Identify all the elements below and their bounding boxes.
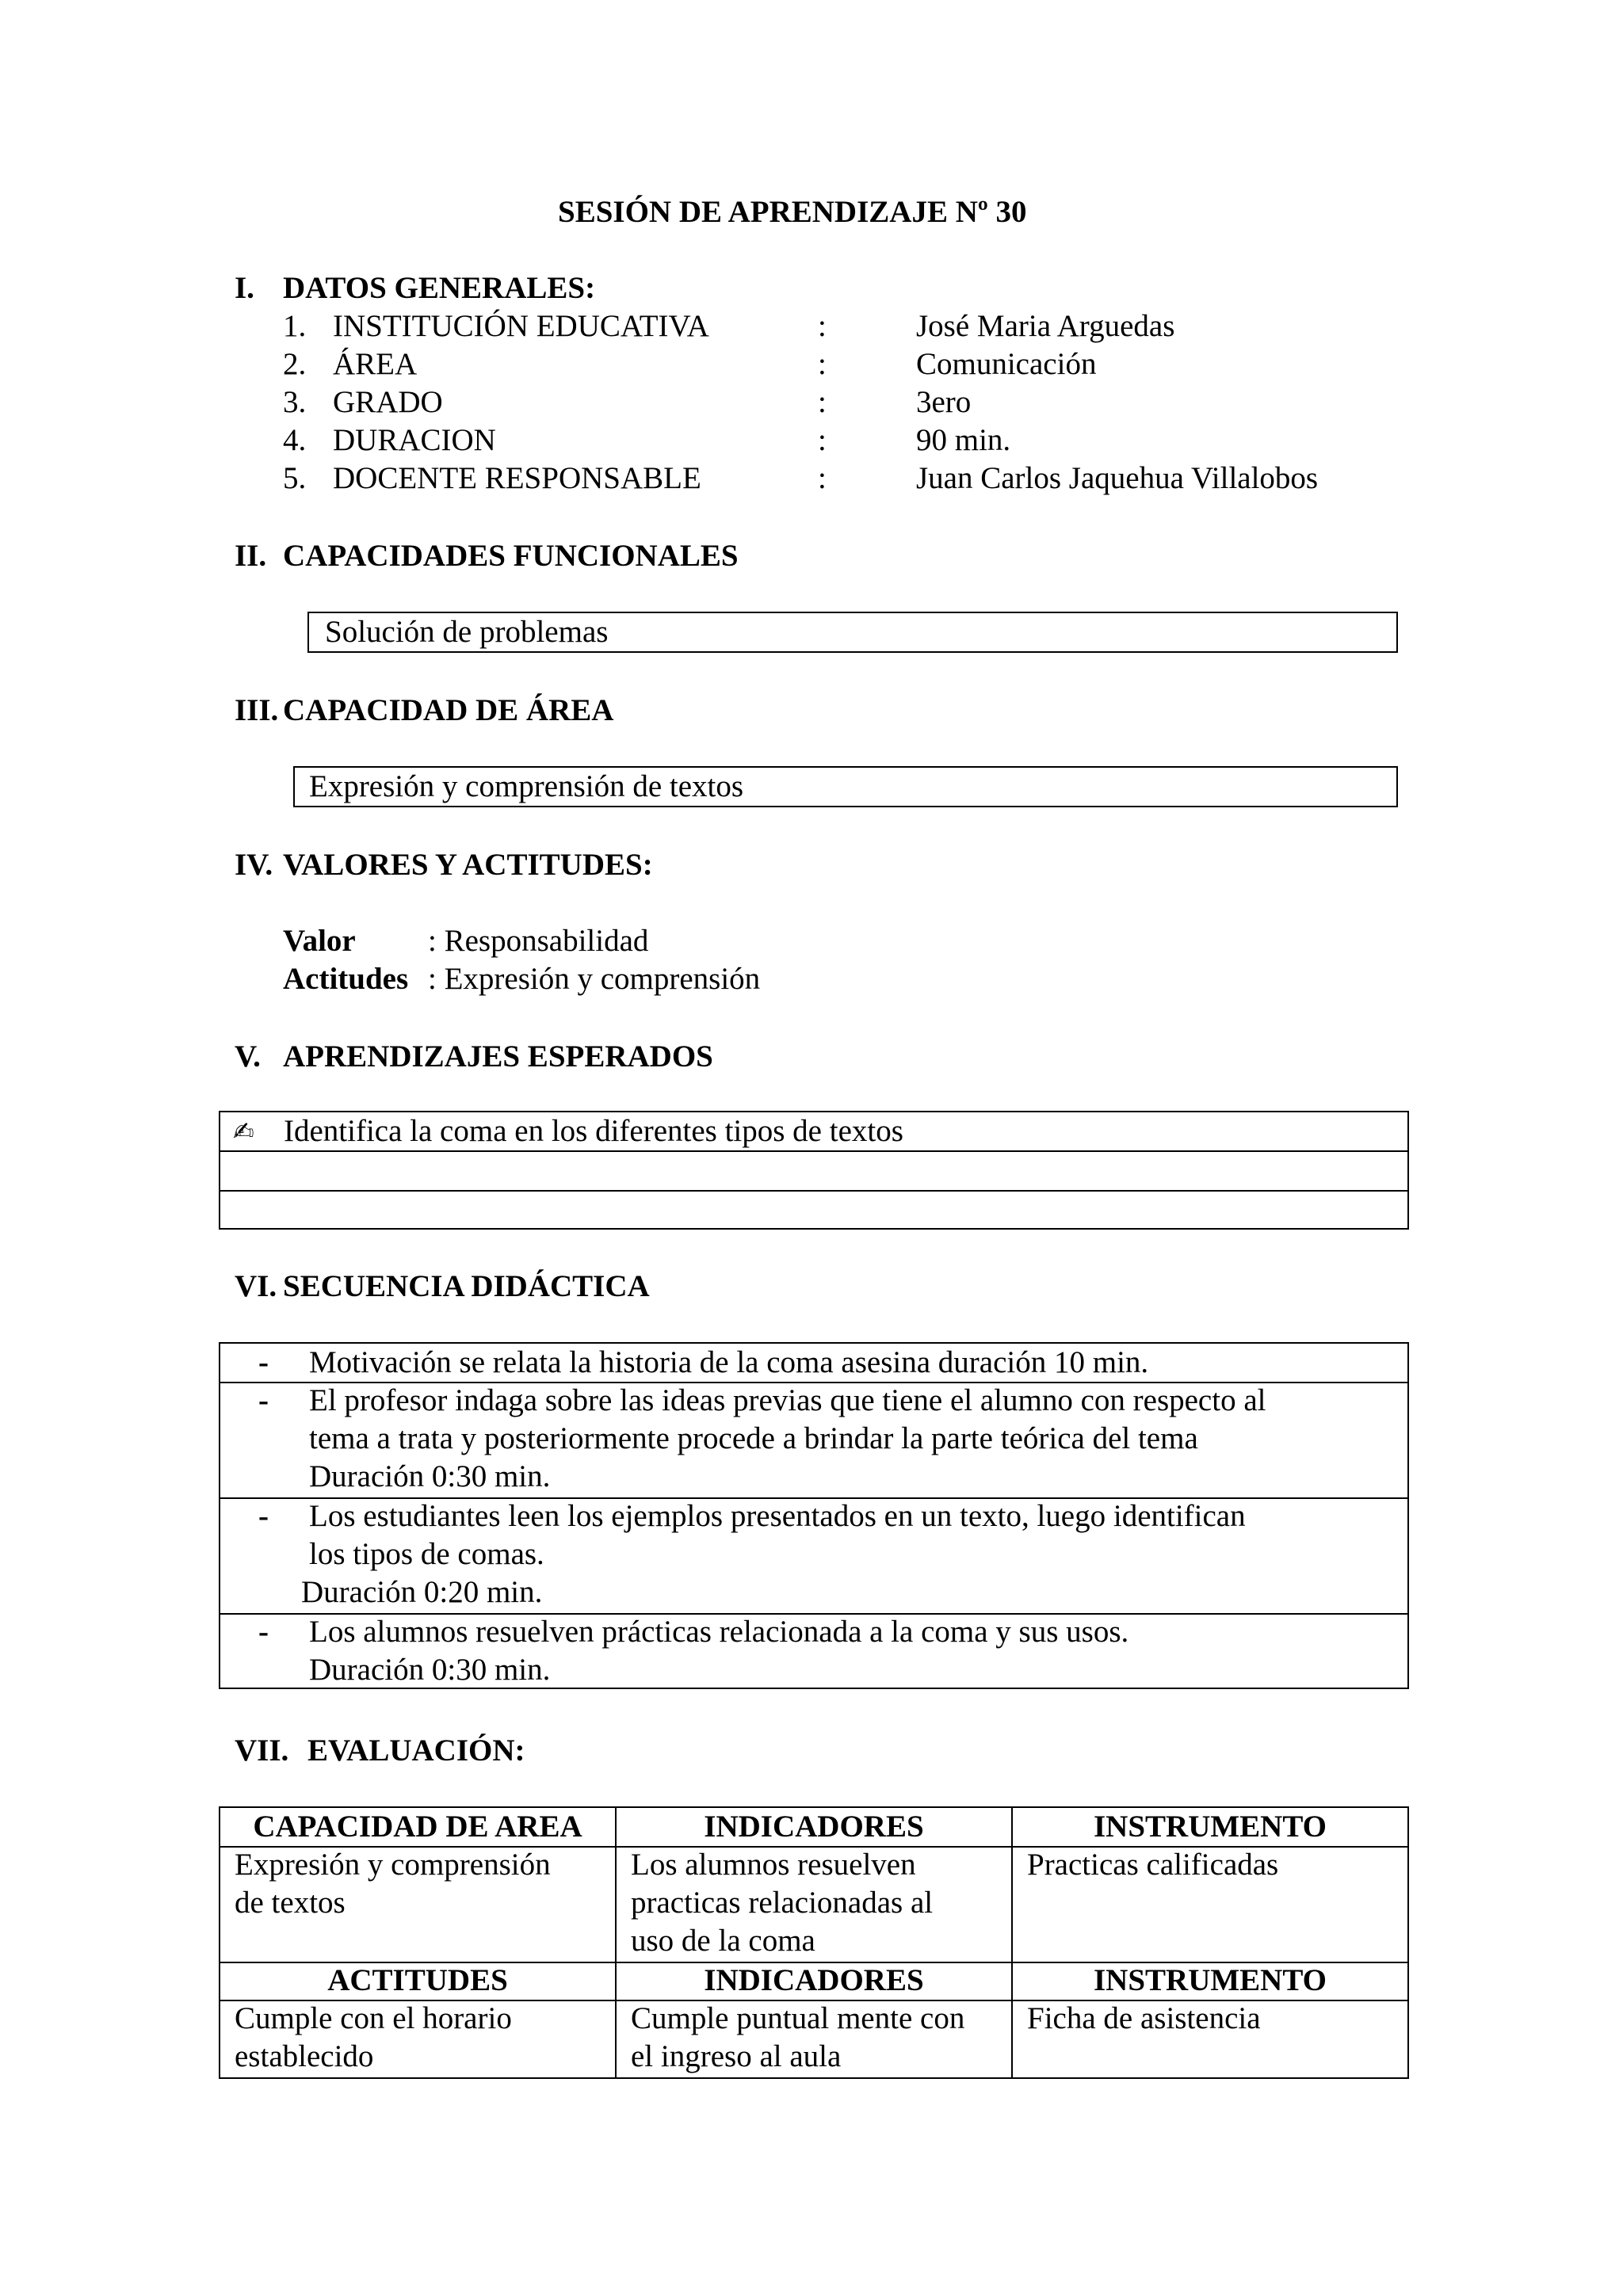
datos-item-separator: : xyxy=(818,423,827,457)
eval-header-instrumento: INSTRUMENTO xyxy=(1093,1963,1327,1997)
datos-item-number: 4. xyxy=(283,423,307,457)
eval-header-instrumento: INSTRUMENTO xyxy=(1093,1810,1327,1844)
table-divider xyxy=(1011,1808,1013,2077)
section-5-number: V. xyxy=(235,1039,261,1074)
datos-item-separator: : xyxy=(818,461,827,495)
eval-cell-actitud: establecido xyxy=(235,2039,374,2073)
step-duration: Duración 0:20 min. xyxy=(301,1575,543,1609)
section-7-number: VII. xyxy=(235,1733,289,1768)
eval-cell-indicador: el ingreso al aula xyxy=(631,2039,842,2073)
datos-item-value: 3ero xyxy=(916,385,972,419)
eval-cell-capacidad: Expresión y comprensión xyxy=(235,1848,551,1882)
datos-item-value: 90 min. xyxy=(916,423,1011,457)
datos-item-number: 3. xyxy=(283,385,307,419)
eval-cell-instrumento: Practicas calificadas xyxy=(1027,1848,1279,1882)
section-2-number: II. xyxy=(235,539,267,573)
eval-header-indicadores: INDICADORES xyxy=(704,1810,924,1844)
section-2-title: CAPACIDADES FUNCIONALES xyxy=(283,539,739,573)
datos-item-label: DURACION xyxy=(333,423,496,457)
valor-value: : Responsabilidad xyxy=(428,924,649,958)
step-duration: Duración 0:30 min. xyxy=(309,1459,551,1493)
table-divider xyxy=(220,1150,1407,1152)
actitudes-value: : Expresión y comprensión xyxy=(428,962,761,996)
step-text: Motivación se relata la historia de la coma asesina duración 10 min. xyxy=(309,1345,1149,1379)
section-3-title: CAPACIDAD DE ÁREA xyxy=(283,693,614,727)
table-divider xyxy=(615,1808,617,2077)
evaluacion-table xyxy=(219,1806,1409,2079)
section-1-title: DATOS GENERALES: xyxy=(283,271,596,305)
secuencia-table xyxy=(219,1342,1409,1689)
datos-item-number: 5. xyxy=(283,461,307,495)
step-text: Los estudiantes leen los ejemplos presentados en un texto, luego identifican xyxy=(309,1499,1246,1533)
actitudes-label: Actitudes xyxy=(283,962,409,996)
step-text: tema a trata y posteriormente procede a brindar la parte teórica del tema xyxy=(309,1421,1198,1455)
aprendizaje-item: Identifica la coma en los diferentes tipos de textos xyxy=(284,1114,903,1148)
step-text: Los alumnos resuelven prácticas relacionada a la coma y sus usos. xyxy=(309,1615,1129,1649)
datos-item-label: DOCENTE RESPONSABLE xyxy=(333,461,701,495)
datos-item-separator: : xyxy=(818,309,827,343)
section-6-title: SECUENCIA DIDÁCTICA xyxy=(283,1269,650,1303)
section-1-number: I. xyxy=(235,271,254,305)
step-text: El profesor indaga sobre las ideas previas que tiene el alumno con respecto al xyxy=(309,1383,1266,1417)
datos-item-value: Juan Carlos Jaquehua Villalobos xyxy=(916,461,1319,495)
eval-cell-indicador: Cumple puntual mente con xyxy=(631,2001,965,2035)
writing-hand-icon: ✍ xyxy=(233,1116,254,1146)
step-duration: Duración 0:30 min. xyxy=(309,1653,551,1687)
eval-header-actitudes: ACTITUDES xyxy=(327,1963,508,1997)
datos-item-separator: : xyxy=(818,385,827,419)
step-dash: - xyxy=(258,1499,269,1533)
datos-item-label: INSTITUCIÓN EDUCATIVA xyxy=(333,309,709,343)
capacidad-area-text: Expresión y comprensión de textos xyxy=(309,769,744,803)
section-5-title: APRENDIZAJES ESPERADOS xyxy=(283,1039,713,1074)
table-divider xyxy=(220,1190,1407,1192)
eval-cell-actitud: Cumple con el horario xyxy=(235,2001,512,2035)
step-dash: - xyxy=(258,1345,269,1379)
datos-item-label: ÁREA xyxy=(333,347,418,381)
section-4-title: VALORES Y ACTITUDES: xyxy=(283,848,653,882)
page-title: SESIÓN DE APRENDIZAJE Nº 30 xyxy=(558,195,1027,229)
step-dash: - xyxy=(258,1383,269,1417)
section-3-number: III. xyxy=(235,693,279,727)
capacidad-funcional-box xyxy=(307,612,1398,653)
capacidad-area-box xyxy=(293,766,1398,807)
datos-item-label: GRADO xyxy=(333,385,443,419)
eval-cell-indicador: Los alumnos resuelven xyxy=(631,1848,916,1882)
section-6-number: VI. xyxy=(235,1269,277,1303)
eval-cell-indicador: practicas relacionadas al xyxy=(631,1886,934,1920)
step-text: los tipos de comas. xyxy=(309,1537,544,1571)
valor-label: Valor xyxy=(283,924,356,958)
eval-header-capacidad: CAPACIDAD DE AREA xyxy=(253,1810,582,1844)
aprendizajes-table xyxy=(219,1111,1409,1230)
eval-header-indicadores: INDICADORES xyxy=(704,1963,924,1997)
section-4-number: IV. xyxy=(235,848,273,882)
eval-cell-indicador: uso de la coma xyxy=(631,1924,815,1958)
capacidad-funcional-text: Solución de problemas xyxy=(325,615,609,649)
datos-item-value: José Maria Arguedas xyxy=(916,309,1175,343)
section-7-title: EVALUACIÓN: xyxy=(307,1733,525,1768)
datos-item-separator: : xyxy=(818,347,827,381)
step-dash: - xyxy=(258,1615,269,1649)
datos-item-number: 1. xyxy=(283,309,307,343)
eval-cell-capacidad: de textos xyxy=(235,1886,346,1920)
datos-item-number: 2. xyxy=(283,347,307,381)
eval-cell-instrumento: Ficha de asistencia xyxy=(1027,2001,1261,2035)
datos-item-value: Comunicación xyxy=(916,347,1097,381)
